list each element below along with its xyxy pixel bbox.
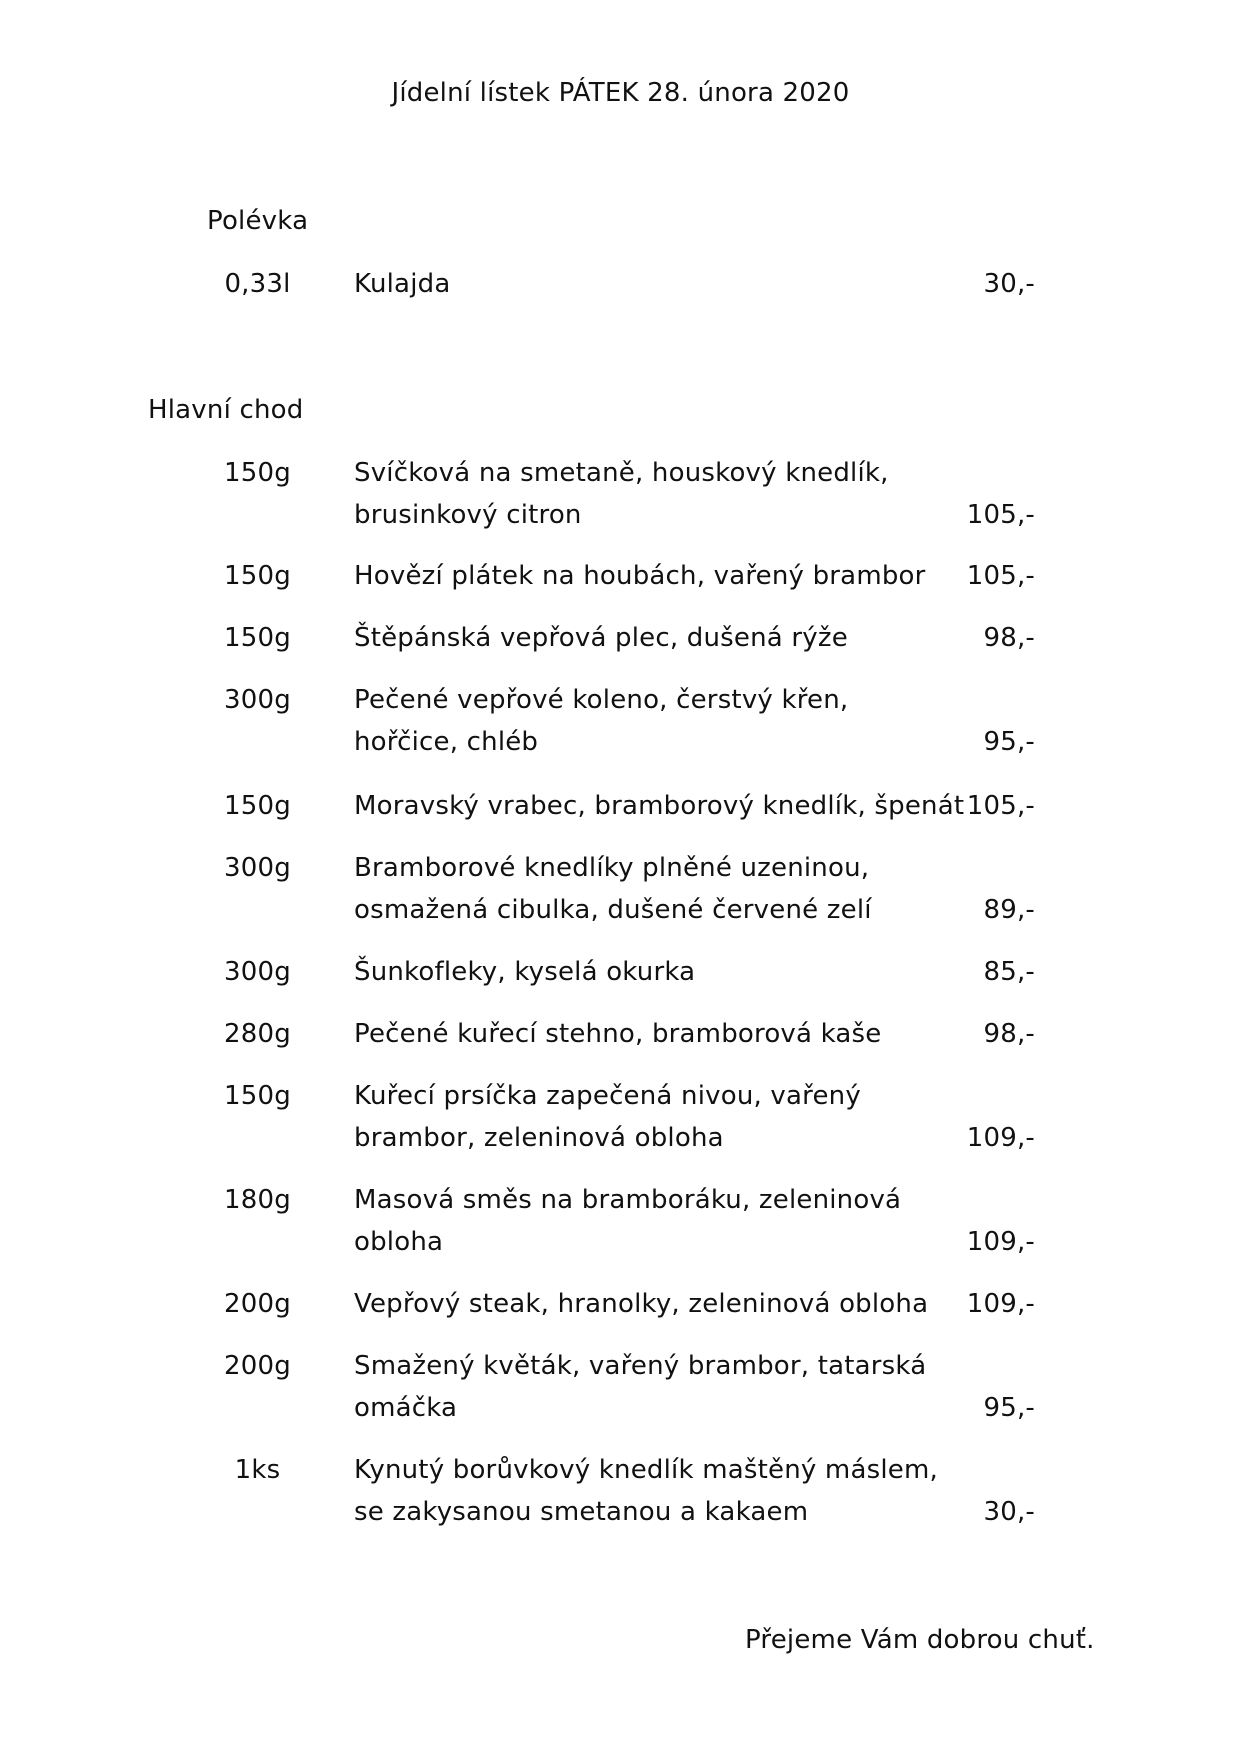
closing-note: Přejeme Vám dobrou chuť. <box>745 1625 1095 1655</box>
dish-description-line: Pečené vepřové koleno, čerstvý křen, <box>354 685 849 715</box>
portion-size: 200g <box>224 1289 291 1319</box>
dish-description-line: Kuřecí prsíčka zapečená nivou, vařený <box>354 1081 861 1111</box>
portion-size: 1ks <box>234 1455 281 1485</box>
portion-size: 150g <box>224 458 291 488</box>
price: 98,- <box>983 1019 1035 1049</box>
dish-description-line: obloha <box>354 1227 444 1257</box>
portion-size: 150g <box>224 791 291 821</box>
portion-size: 300g <box>224 957 291 987</box>
price: 109,- <box>966 1227 1035 1257</box>
price: 95,- <box>983 727 1035 757</box>
price: 105,- <box>966 561 1035 591</box>
dish-description-line: Kulajda <box>354 269 451 299</box>
portion-size: 150g <box>224 623 291 653</box>
dish-description-line: omáčka <box>354 1393 458 1423</box>
soup-section-heading: Polévka <box>207 206 309 236</box>
price: 30,- <box>983 1497 1035 1527</box>
portion-size: 180g <box>224 1185 291 1215</box>
page-title: Jídelní lístek PÁTEK 28. února 2020 <box>391 78 850 108</box>
price: 105,- <box>966 791 1035 821</box>
portion-size: 0,33l <box>224 269 291 299</box>
dish-description-line: Hovězí plátek na houbách, vařený brambor <box>354 561 926 591</box>
portion-size: 200g <box>224 1351 291 1381</box>
price: 95,- <box>983 1393 1035 1423</box>
portion-size: 150g <box>224 561 291 591</box>
dish-description-line: hořčice, chléb <box>354 727 539 757</box>
dish-description-line: Vepřový steak, hranolky, zeleninová obloha <box>354 1289 929 1319</box>
portion-size: 300g <box>224 853 291 883</box>
dish-description-line: Pečené kuřecí stehno, bramborová kaše <box>354 1019 882 1049</box>
price: 85,- <box>983 957 1035 987</box>
dish-description-line: Kynutý borůvkový knedlík maštěný máslem, <box>354 1455 938 1485</box>
main-course-section-heading: Hlavní chod <box>148 395 304 425</box>
dish-description-line: brusinkový citron <box>354 500 582 530</box>
dish-description-line: Šunkofleky, kyselá okurka <box>354 957 696 987</box>
portion-size: 150g <box>224 1081 291 1111</box>
dish-description-line: Masová směs na bramboráku, zeleninová <box>354 1185 902 1215</box>
price: 109,- <box>966 1123 1035 1153</box>
price: 105,- <box>966 500 1035 530</box>
portion-size: 280g <box>224 1019 291 1049</box>
dish-description-line: Moravský vrabec, bramborový knedlík, špenát <box>354 791 965 821</box>
dish-description-line: Bramborové knedlíky plněné uzeninou, <box>354 853 870 883</box>
price: 30,- <box>983 269 1035 299</box>
price: 109,- <box>966 1289 1035 1319</box>
dish-description-line: se zakysanou smetanou a kakaem <box>354 1497 809 1527</box>
dish-description-line: brambor, zeleninová obloha <box>354 1123 724 1153</box>
dish-description-line: Svíčková na smetaně, houskový knedlík, <box>354 458 889 488</box>
dish-description-line: osmažená cibulka, dušené červené zelí <box>354 895 872 925</box>
dish-description-line: Štěpánská vepřová plec, dušená rýže <box>354 623 848 653</box>
portion-size: 300g <box>224 685 291 715</box>
price: 98,- <box>983 623 1035 653</box>
dish-description-line: Smažený květák, vařený brambor, tatarská <box>354 1351 927 1381</box>
price: 89,- <box>983 895 1035 925</box>
